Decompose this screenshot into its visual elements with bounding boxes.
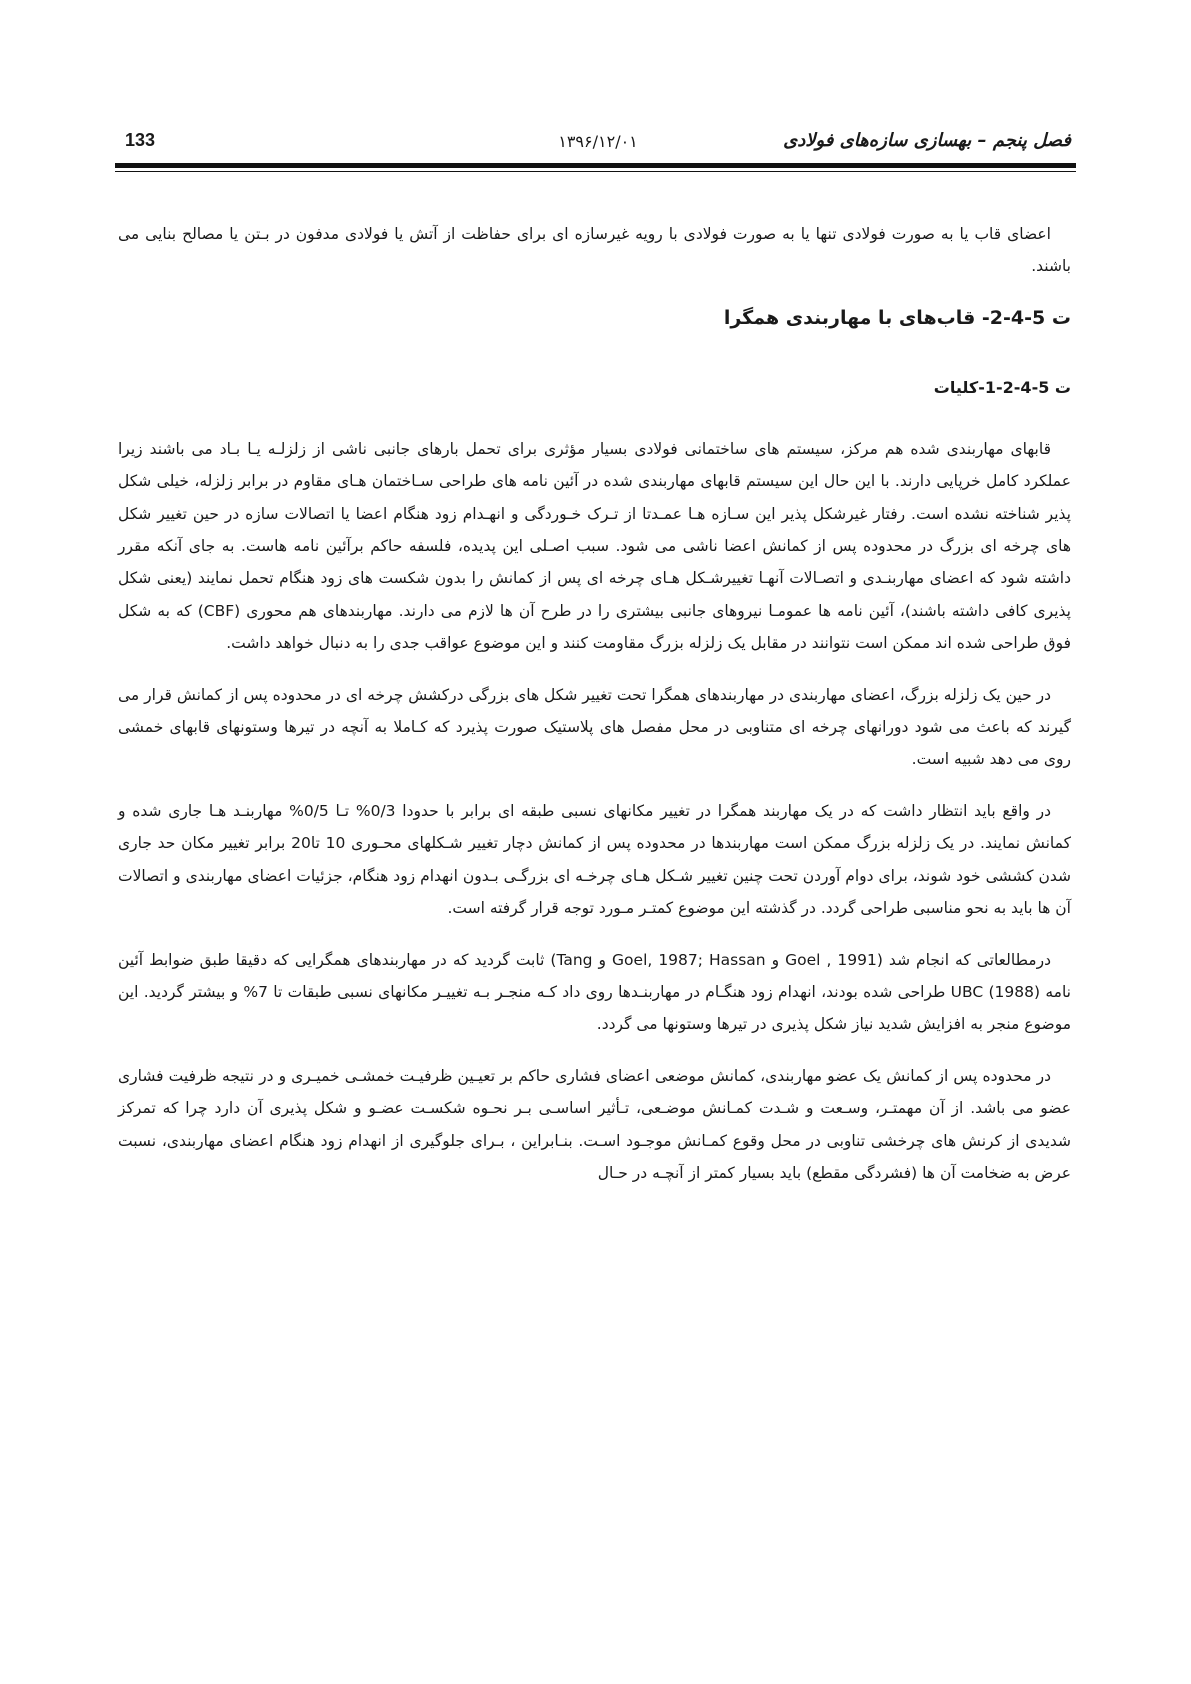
subsection-heading: ت 5-4-2-1-کلیات bbox=[933, 377, 1071, 397]
header-rule-thick bbox=[115, 163, 1076, 168]
page-header bbox=[125, 130, 1071, 166]
page-body bbox=[118, 218, 1071, 1208]
body-paragraph: در حین یک زلزله بزرگ، اعضای مهاربندی در مهاربندهای همگرا تحت تغییر شکل های بزرگی درکشش چرخه ای در محدوده پس از کمانش قرار می گیرند که باعث می شود دورانهای چرخه ای متناوبی در محل مفصل های پلاستیک صورت پذیرد که کـاملا به آنچه در تیرها وستونهای قابهای خمشی روی می دهد شبیه است. bbox=[118, 685, 1071, 769]
section-heading: ت 5-4-2- قاب‌های با مهاربندی همگرا bbox=[723, 306, 1071, 329]
body-paragraph: در واقع باید انتظار داشت که در یک مهاربند همگرا در تغییر مکانهای نسبی طبقه ای برابر با حدودا 0/3% تـا 0/5% مهاربنـد هـا جاری شده و کمانش نمایند. در یک زلزله بزرگ ممکن است مهاربندها در محدوده پس از کمانش دچار تغییر شـکلهای محـوری 10 تا20 برابر تغییر مکان حد جاری شدن کششی خود شوند، برای دوام آوردن تحت چنین تغییر شـکل هـای چرخـه ای بزرگـی بـدون انهدام زود هنگام، جزئیات اعضای مهاربندی و اتصالات آن ها باید به نحو مناسبی طراحی گردد. در گذشته این موضوع کمتـر مـورد توجه قرار گرفته است. bbox=[118, 801, 1071, 918]
page-number: 133 bbox=[125, 130, 156, 150]
chapter-title: فصل پنجم – بهسازی سازه‌های فولادی bbox=[783, 130, 1071, 151]
body-paragraph: قابهای مهاربندی شده هم مرکز، سیستم های ساختمانی فولادی بسیار مؤثری برای تحمل بارهای جانبی ناشی از زلزلـه یـا بـاد می باشند زیرا عملکرد کامل خرپایی دارند. با این حال این سیستم قابهای مهاربندی شده در آئین نامه های طراحی سـاختمان هـای مقاوم در برابر زلزله، خیلی شکل پذیر شناخته نشده است. رفتار غیرشکل پذیر این سـازه هـا عمـدتا از تـرک خـوردگی و انهـدام زود هنگام اعضا یا اتصالات سازه در حین تغییر شکل های چرخه ای بزرگ در محدوده پس از کمانش اعضا ناشی می شود. سبب اصـلی این پدیده، فلسفه حاکم برآئین نامه هاست. به جای آنکه مقرر داشته شود که اعضای مهاربنـدی و اتصـالات آنهـا تغییرشـکل هـای چرخه ای پس از کمانش را بدون شکست های زود هنگام تحمل نمایند (یعنی شکل پذیری کافی داشته باشند)، آئین نامه ها عمومـا نیروهای جانبی بیشتری را در طرح آن ها لازم می دارند. مهاربندهای هم محوری (CBF) که به شکل فوق طراحی شده اند ممکن است نتوانند در مقابل یک زلزله بزرگ مقاومت کنند و این موضوع عواقب جدی را به دنبال خواهد داشت. bbox=[118, 439, 1071, 653]
body-paragraph: در محدوده پس از کمانش یک عضو مهاربندی، کمانش موضعی اعضای فشاری حاکم بر تعیـین ظرفیـت خمشـی خمیـری و در نتیجه ظرفیت فشاری عضو می باشد. از آن مهمتـر، وسـعت و شـدت کمـانش موضـعی، تـأثیر اساسـی بـر نحـوه شکسـت عضـو و شکل پذیری آن دارد چرا که تمرکز شدیدی از کرنش های چرخشی تناوبی در محل وقوع کمـانش موجـود اسـت. بنـابراین ، بـرای جلوگیری از انهدام زود هنگام اعضای مهاربندی، نسبت عرض به ضخامت آن ها (فشردگی مقطع) باید بسیار کمتر از آنچـه در حـال bbox=[118, 1066, 1071, 1182]
intro-paragraph: اعضای قاب یا به صورت فولادی تنها یا به صورت فولادی با رویه غیرسازه ای برای حفاظت از آتش یا فولادی مدفون در بـتن یا مصالح بنایی می باشند. bbox=[118, 225, 1071, 276]
header-rule-thin bbox=[115, 171, 1076, 172]
header-date: ۱۳۹۶/۱۲/۰۱ bbox=[558, 132, 638, 151]
body-paragraph: درمطالعاتی که انجام شد (Goel , 1991 و Goel, 1987; Hassan و Tang) ثابت گردید که در مهاربندهای همگرایی که دقیقا طبق ضوابط آئین نامه UBC (1988) طراحی شده بودند، انهدام زود هنگـام در مهاربنـدها روی داد کـه منجـر بـه تغییـر مکانهای نسبی طبقات تا 7% و بیشتر گردید. این موضوع منجر به افزایش شدید نیاز شکل پذیری در تیرها وستونها می گردد. bbox=[118, 950, 1071, 1034]
